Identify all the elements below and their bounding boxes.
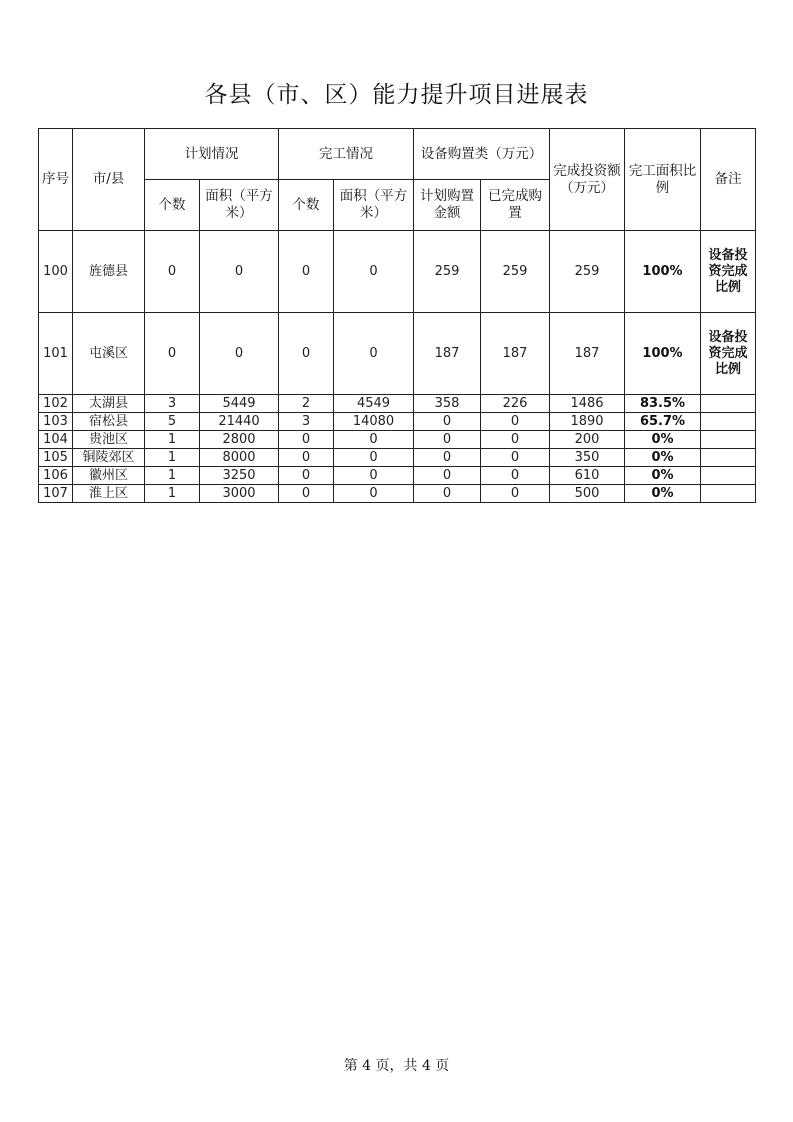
table-row [39, 231, 756, 313]
cell-done-area: 0 [334, 449, 414, 467]
cell-done-area: 0 [334, 431, 414, 449]
cell-equip-plan: 0 [414, 413, 481, 431]
cell-invest: 350 [550, 449, 625, 467]
cell-invest: 610 [550, 467, 625, 485]
cell-seq: 107 [39, 485, 73, 503]
cell-ratio: 0% [625, 431, 701, 449]
cell-plan-area: 3000 [200, 485, 279, 503]
table-row [39, 395, 756, 413]
cell-seq: 101 [39, 313, 73, 395]
table-row [39, 413, 756, 431]
table-row [39, 467, 756, 485]
cell-plan-count: 5 [145, 413, 200, 431]
cell-equip-plan: 259 [414, 231, 481, 313]
cell-remark [701, 485, 756, 503]
cell-remark: 设备投资完成比例 [701, 313, 756, 395]
header-ratio: 完工面积比例 [625, 129, 701, 231]
cell-done-count: 0 [279, 485, 334, 503]
cell-done-count: 0 [279, 449, 334, 467]
cell-plan-count: 3 [145, 395, 200, 413]
cell-plan-area: 0 [200, 313, 279, 395]
page-footer: 第 4 页，共 4 页 [343, 1058, 450, 1074]
cell-city: 太湖县 [73, 395, 145, 413]
cell-city: 屯溪区 [73, 313, 145, 395]
cell-plan-area: 21440 [200, 413, 279, 431]
header-city: 市/县 [73, 129, 145, 231]
cell-seq: 103 [39, 413, 73, 431]
cell-plan-area: 8000 [200, 449, 279, 467]
cell-remark: 设备投资完成比例 [701, 231, 756, 313]
cell-seq: 100 [39, 231, 73, 313]
cell-ratio: 100% [625, 313, 701, 395]
header-equip-done: 已完成购置 [481, 180, 550, 231]
cell-city: 宿松县 [73, 413, 145, 431]
cell-done-count: 3 [279, 413, 334, 431]
table-row [39, 431, 756, 449]
cell-done-count: 2 [279, 395, 334, 413]
header-done-count: 个数 [279, 180, 334, 231]
cell-invest: 1486 [550, 395, 625, 413]
cell-plan-count: 1 [145, 431, 200, 449]
cell-invest: 187 [550, 313, 625, 395]
cell-ratio: 100% [625, 231, 701, 313]
cell-equip-done: 0 [481, 413, 550, 431]
progress-table [38, 128, 756, 503]
cell-ratio: 0% [625, 467, 701, 485]
cell-plan-count: 1 [145, 449, 200, 467]
cell-city: 贵池区 [73, 431, 145, 449]
header-done: 完工情况 [279, 129, 414, 180]
cell-ratio: 0% [625, 449, 701, 467]
cell-plan-area: 0 [200, 231, 279, 313]
cell-city: 淮上区 [73, 485, 145, 503]
cell-remark [701, 395, 756, 413]
header-row-1 [39, 129, 756, 180]
cell-done-area: 4549 [334, 395, 414, 413]
cell-done-area: 14080 [334, 413, 414, 431]
cell-done-area: 0 [334, 231, 414, 313]
cell-city: 旌德县 [73, 231, 145, 313]
cell-equip-done: 0 [481, 431, 550, 449]
cell-ratio: 83.5% [625, 395, 701, 413]
header-seq: 序号 [39, 129, 73, 231]
cell-equip-done: 226 [481, 395, 550, 413]
cell-ratio: 65.7% [625, 413, 701, 431]
cell-plan-area: 3250 [200, 467, 279, 485]
header-plan-count: 个数 [145, 180, 200, 231]
cell-city: 铜陵郊区 [73, 449, 145, 467]
cell-equip-plan: 0 [414, 449, 481, 467]
cell-done-count: 0 [279, 467, 334, 485]
cell-equip-plan: 358 [414, 395, 481, 413]
cell-equip-done: 0 [481, 467, 550, 485]
cell-plan-count: 0 [145, 231, 200, 313]
cell-done-count: 0 [279, 313, 334, 395]
cell-plan-count: 0 [145, 313, 200, 395]
cell-remark [701, 449, 756, 467]
cell-remark [701, 413, 756, 431]
cell-seq: 105 [39, 449, 73, 467]
cell-remark [701, 431, 756, 449]
cell-invest: 1890 [550, 413, 625, 431]
cell-equip-done: 0 [481, 449, 550, 467]
cell-invest: 259 [550, 231, 625, 313]
cell-equip-done: 259 [481, 231, 550, 313]
header-equip-plan: 计划购置金额 [414, 180, 481, 231]
cell-seq: 104 [39, 431, 73, 449]
cell-equip-done: 187 [481, 313, 550, 395]
table-row [39, 449, 756, 467]
cell-done-area: 0 [334, 467, 414, 485]
cell-ratio: 0% [625, 485, 701, 503]
header-remark: 备注 [701, 129, 756, 231]
cell-remark [701, 467, 756, 485]
cell-seq: 106 [39, 467, 73, 485]
cell-equip-plan: 0 [414, 467, 481, 485]
cell-plan-area: 2800 [200, 431, 279, 449]
cell-equip-plan: 0 [414, 431, 481, 449]
cell-done-area: 0 [334, 485, 414, 503]
cell-equip-done: 0 [481, 485, 550, 503]
cell-equip-plan: 187 [414, 313, 481, 395]
table-row [39, 313, 756, 395]
cell-plan-count: 1 [145, 467, 200, 485]
cell-plan-count: 1 [145, 485, 200, 503]
header-done-area: 面积（平方米） [334, 180, 414, 231]
cell-invest: 500 [550, 485, 625, 503]
cell-done-area: 0 [334, 313, 414, 395]
cell-plan-area: 5449 [200, 395, 279, 413]
table-row [39, 485, 756, 503]
cell-done-count: 0 [279, 231, 334, 313]
cell-seq: 102 [39, 395, 73, 413]
header-invest: 完成投资额（万元） [550, 129, 625, 231]
table-body [39, 231, 756, 503]
header-plan: 计划情况 [145, 129, 279, 180]
cell-equip-plan: 0 [414, 485, 481, 503]
header-plan-area: 面积（平方米） [200, 180, 279, 231]
page-title: 各县（市、区）能力提升项目进展表 [204, 82, 589, 108]
header-equip: 设备购置类（万元） [414, 129, 550, 180]
cell-invest: 200 [550, 431, 625, 449]
cell-done-count: 0 [279, 431, 334, 449]
cell-city: 徽州区 [73, 467, 145, 485]
